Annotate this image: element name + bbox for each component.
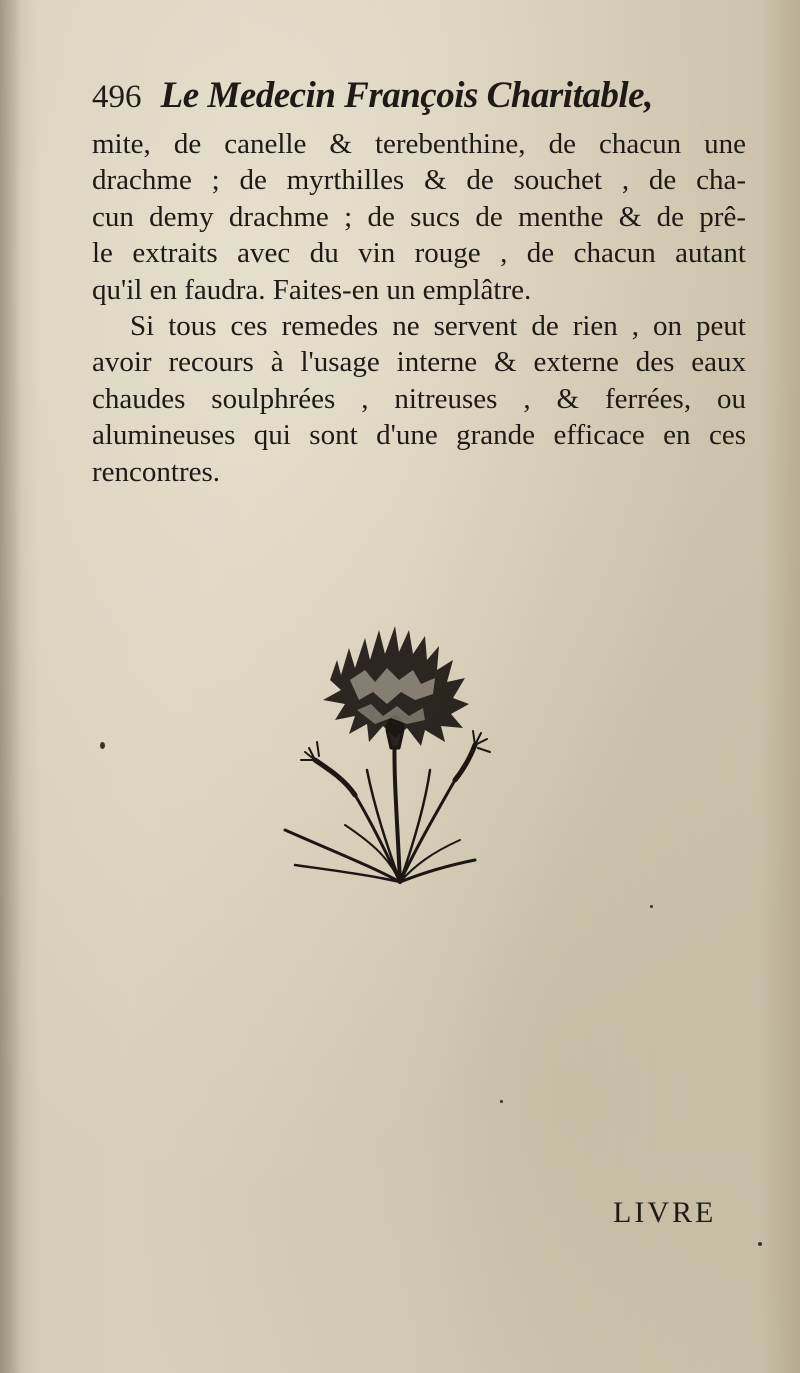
page-number: 496 [92, 79, 142, 115]
ink-speck [650, 905, 653, 908]
text-line: rencontres. [92, 455, 221, 488]
catchword: LIVRE [613, 1196, 717, 1229]
text-line: chaudes soulphrées , nitreuses , & ferrées, ou [92, 382, 746, 415]
text-line: mite, de canelle & terebenthine, de chacun une [92, 128, 746, 160]
text-line: drachme ; de myrthilles & de souchet , de cha- [92, 164, 746, 197]
ink-speck [500, 1100, 503, 1103]
body-text [92, 126, 746, 490]
carnation-woodcut-icon [275, 620, 500, 895]
text-line: cun demy drachme ; de sucs de menthe & de prê- [92, 200, 746, 233]
text-line: qu'il en faudra. Faites-en un emplâtre. [92, 273, 532, 306]
text-line: alumineuses qui sont d'une grande efficace en ces [92, 419, 746, 452]
text-line: le extraits avec du vin rouge , de chacun autant [92, 237, 746, 270]
text-line: avoir recours à l'usage interne & externe des eaux [92, 346, 746, 379]
running-header [92, 74, 712, 122]
paragraph-first-line: Si tous ces remedes ne servent de rien , on peut [130, 309, 746, 342]
ink-speck [758, 1242, 762, 1246]
running-title: Le Medecin François Charitable, [160, 75, 653, 116]
ink-speck [100, 742, 105, 749]
